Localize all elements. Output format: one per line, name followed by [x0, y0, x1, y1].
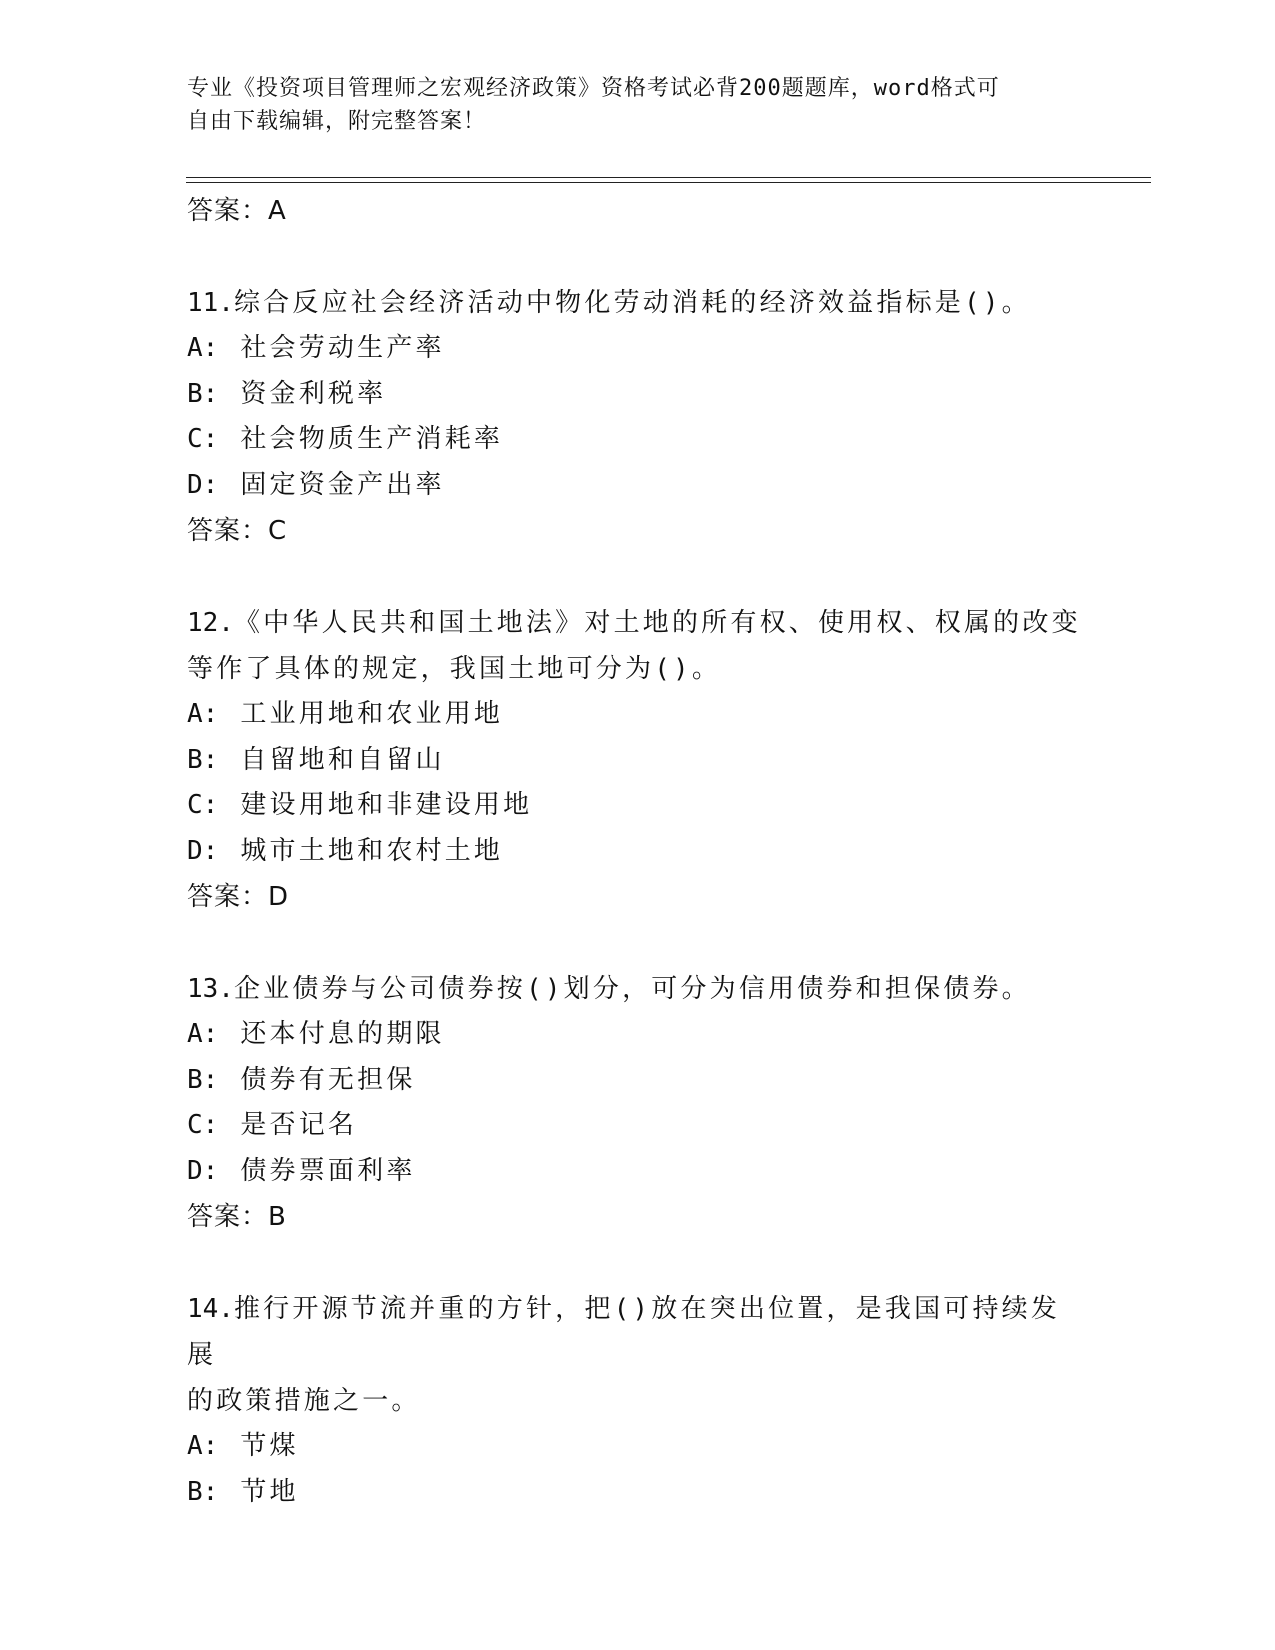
option-d: [187, 463, 1087, 509]
option-a: [187, 326, 1087, 372]
question-13: [187, 966, 1087, 1240]
question-list: [187, 188, 1087, 1515]
option-b: [187, 372, 1087, 418]
option-c: [187, 783, 1087, 829]
option-d: [187, 829, 1087, 875]
option-c: [187, 1103, 1087, 1149]
option-key: D:: [187, 835, 219, 866]
option-text: 工业用地和农业用地: [240, 699, 504, 729]
option-key: B:: [187, 378, 219, 409]
option-b: [187, 1058, 1087, 1104]
question-14: [187, 1286, 1087, 1515]
answer-line: 答案：A: [187, 196, 287, 226]
option-d: [187, 1149, 1087, 1195]
option-a: [187, 1424, 1087, 1470]
option-key: C:: [187, 1110, 219, 1140]
question-stem-line: [187, 280, 1087, 326]
question-11: [187, 280, 1087, 554]
question-stem-line: [187, 966, 1087, 1012]
question-text: 《中华人民共和国土地法》对土地的所有权、使用权、权属的改变: [233, 608, 1081, 638]
option-b: [187, 1470, 1087, 1516]
option-key: C:: [187, 790, 219, 820]
option-key: A:: [187, 699, 219, 729]
option-a: [187, 692, 1087, 738]
option-text: 固定资金产出率: [240, 469, 445, 500]
question-stem-line: [187, 600, 1087, 646]
option-text: 还本付息的期限: [240, 1019, 445, 1049]
option-key: A:: [187, 1019, 219, 1049]
question-stem-line: [187, 1286, 1087, 1378]
question-number: 13.: [187, 974, 234, 1004]
question-text: 推行开源节流并重的方针，把()放在突出位置，是我国可持续发展: [187, 1294, 1061, 1370]
header-line-2: 自由下载编辑，附完整答案！: [187, 109, 487, 134]
option-key: C:: [187, 424, 219, 454]
option-text: 是否记名: [240, 1110, 358, 1140]
option-text: 债券有无担保: [240, 1064, 416, 1095]
option-a: [187, 1012, 1087, 1058]
question-text: 的政策措施之一。: [187, 1386, 421, 1416]
header-rule-bottom: [186, 182, 1151, 183]
header-line-1: 专业《投资项目管理师之宏观经济政策》资格考试必背200题题库，word格式可: [187, 76, 1000, 101]
question-text: 等作了具体的规定，我国土地可分为()。: [187, 654, 722, 684]
option-text: 自留地和自留山: [240, 744, 445, 775]
document-header: [187, 72, 1067, 138]
header-rule-top: [186, 177, 1151, 178]
answer-line: 答案：D: [187, 882, 290, 912]
option-text: 节地: [240, 1476, 299, 1507]
question-number: 11.: [187, 288, 234, 318]
question-number: 14.: [187, 1294, 234, 1324]
option-b: [187, 738, 1087, 784]
option-key: D:: [187, 1155, 219, 1186]
answer-line: 答案：B: [187, 1202, 287, 1232]
question-12: [187, 600, 1087, 920]
answer-line: 答案：C: [187, 516, 288, 546]
option-text: 社会劳动生产率: [240, 333, 445, 363]
question-stem-line: [187, 1378, 1087, 1424]
option-key: B:: [187, 744, 219, 775]
option-key: D:: [187, 469, 219, 500]
option-text: 资金利税率: [240, 378, 387, 409]
question-text: 综合反应社会经济活动中物化劳动消耗的经济效益指标是()。: [233, 288, 1031, 318]
option-c: [187, 417, 1087, 463]
option-key: B:: [187, 1064, 219, 1095]
option-text: 社会物质生产消耗率: [240, 424, 504, 454]
option-text: 节煤: [240, 1431, 299, 1461]
question-text: 企业债券与公司债券按()划分，可分为信用债券和担保债券。: [233, 974, 1031, 1004]
option-key: B:: [187, 1476, 219, 1507]
option-text: 债券票面利率: [240, 1155, 416, 1186]
option-key: A:: [187, 333, 219, 363]
option-text: 建设用地和非建设用地: [240, 790, 533, 820]
option-key: A:: [187, 1431, 219, 1461]
question-stem-line: [187, 646, 1087, 692]
question-number: 12.: [187, 608, 234, 638]
option-text: 城市土地和农村土地: [240, 835, 504, 866]
